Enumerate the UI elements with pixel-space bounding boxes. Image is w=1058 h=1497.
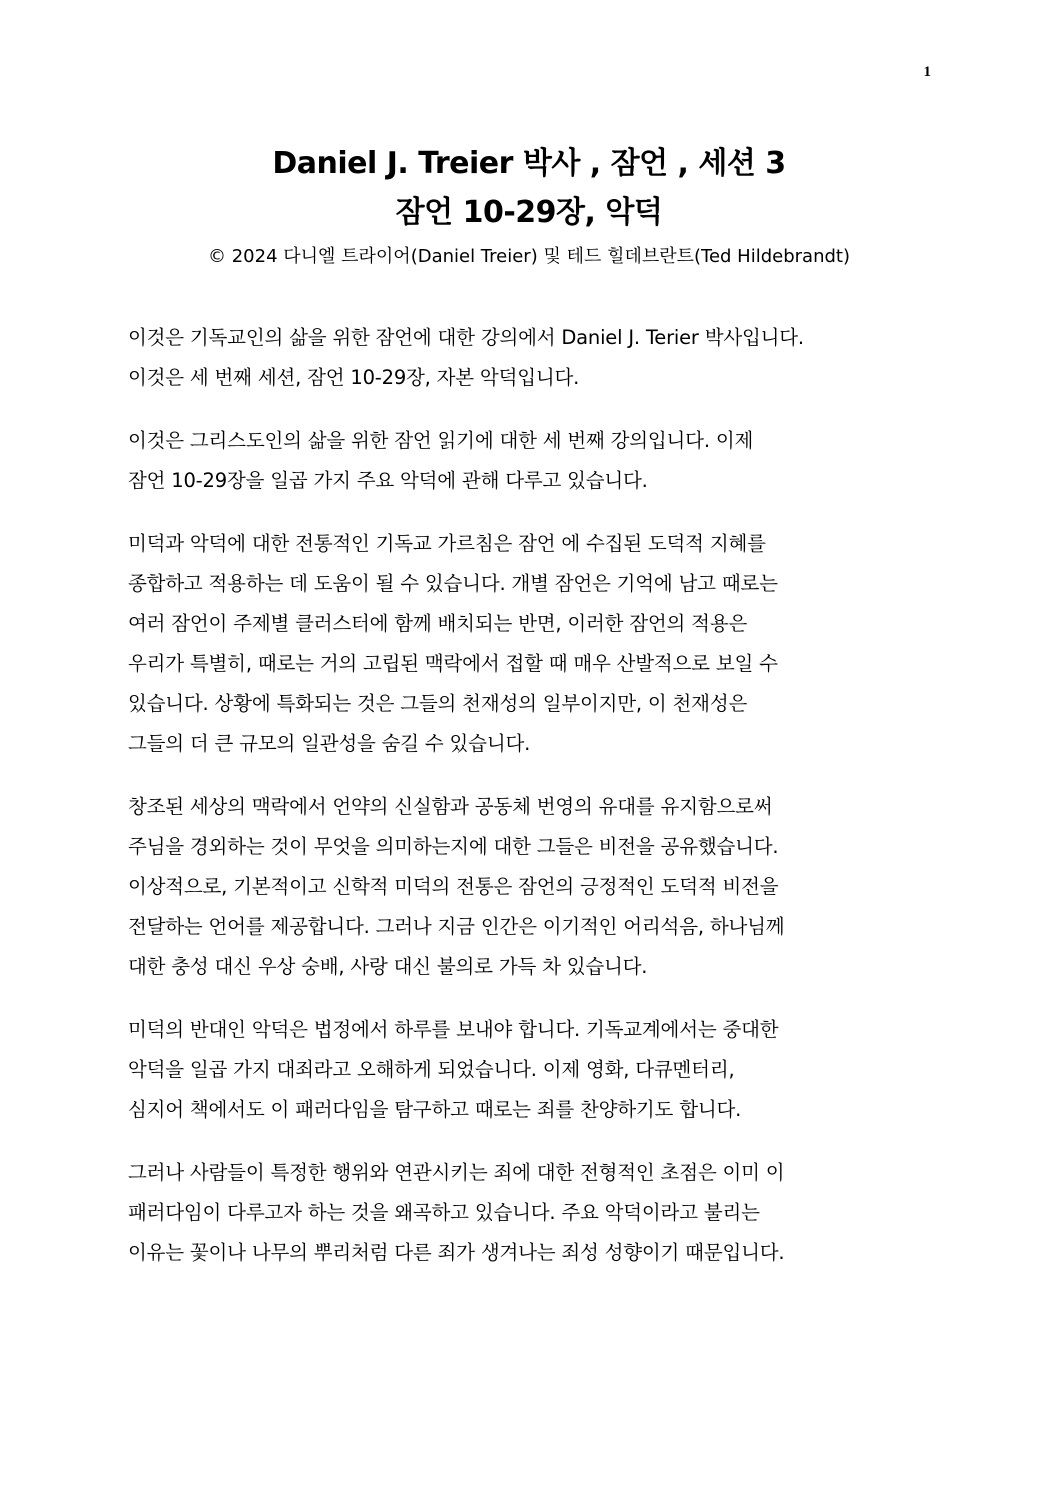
title-block xyxy=(0,140,1058,272)
paragraph xyxy=(128,1153,928,1273)
text-line: 이것은 그리스도인의 삶을 위한 잠언 읽기에 대한 세 번째 강의입니다. 이제 xyxy=(128,429,754,452)
text-line: 이것은 세 번째 세션, 잠언 10-29장, 자본 악덕입니다. xyxy=(128,366,580,389)
text-line: 이것은 기독교인의 삶을 위한 잠언에 대한 강의에서 Daniel J. Terier 박사입니다. xyxy=(128,326,804,349)
text-line: 심지어 책에서도 이 패러다임을 탐구하고 때로는 죄를 찬양하기도 합니다. xyxy=(128,1098,742,1121)
text-line: 주님을 경외하는 것이 무엇을 의미하는지에 대한 그들은 비전을 공유했습니다. xyxy=(128,835,779,858)
text-line: 창조된 세상의 맥락에서 언약의 신실함과 공동체 번영의 유대를 유지함으로써 xyxy=(128,795,773,818)
text-line: 악덕을 일곱 가지 대죄라고 오해하게 되었습니다. 이제 영화, 다큐멘터리, xyxy=(128,1058,735,1081)
text-line: 미덕의 반대인 악덕은 법정에서 하루를 보내야 합니다. 기독교계에서는 중대한 xyxy=(128,1018,779,1041)
paragraph xyxy=(128,787,928,987)
text-line: 이유는 꽃이나 나무의 뿌리처럼 다른 죄가 생겨나는 죄성 성향이기 때문입니다. xyxy=(128,1241,785,1264)
document-subtitle: 잠언 10-29장, 악덕 xyxy=(395,195,663,230)
text-line: 패러다임이 다루고자 하는 것을 왜곡하고 있습니다. 주요 악덕이라고 불리는 xyxy=(128,1201,760,1224)
document-title: Daniel J. Treier 박사 , 잠언 , 세션 3 xyxy=(272,146,786,181)
text-line: 우리가 특별히, 때로는 거의 고립된 맥락에서 접할 때 매우 산발적으로 보일 수 xyxy=(128,652,778,675)
paragraph xyxy=(128,1010,928,1130)
text-line: 있습니다. 상황에 특화되는 것은 그들의 천재성의 일부이지만, 이 천재성은 xyxy=(128,692,748,715)
page-number: 1 xyxy=(923,64,931,80)
paragraph xyxy=(128,318,928,398)
paragraph xyxy=(128,524,928,764)
text-line: 이상적으로, 기본적이고 신학적 미덕의 전통은 잠언의 긍정적인 도덕적 비전을 xyxy=(128,875,779,898)
text-line: 대한 충성 대신 우상 숭배, 사랑 대신 불의로 가득 차 있습니다. xyxy=(128,955,648,978)
paragraph xyxy=(128,421,928,501)
text-line: 그러나 사람들이 특정한 행위와 연관시키는 죄에 대한 전형적인 초점은 이미 이 xyxy=(128,1161,785,1184)
text-line: 여러 잠언이 주제별 클러스터에 함께 배치되는 반면, 이러한 잠언의 적용은 xyxy=(128,612,748,635)
text-line: 그들의 더 큰 규모의 일관성을 숨길 수 있습니다. xyxy=(128,732,531,755)
text-line: 미덕과 악덕에 대한 전통적인 기독교 가르침은 잠언 에 수집된 도덕적 지혜를 xyxy=(128,532,766,555)
document-body xyxy=(128,318,928,1296)
text-line: 종합하고 적용하는 데 도움이 될 수 있습니다. 개별 잠언은 기억에 남고 때로는 xyxy=(128,572,778,595)
copyright-line: © 2024 다니엘 트라이어(Daniel Treier) 및 테드 힐데브란트(Ted Hildebrandt) xyxy=(208,246,850,267)
text-line: 잠언 10-29장을 일곱 가지 주요 악덕에 관해 다루고 있습니다. xyxy=(128,469,648,492)
text-line: 전달하는 언어를 제공합니다. 그러나 지금 인간은 이기적인 어리석음, 하나님께 xyxy=(128,915,785,938)
